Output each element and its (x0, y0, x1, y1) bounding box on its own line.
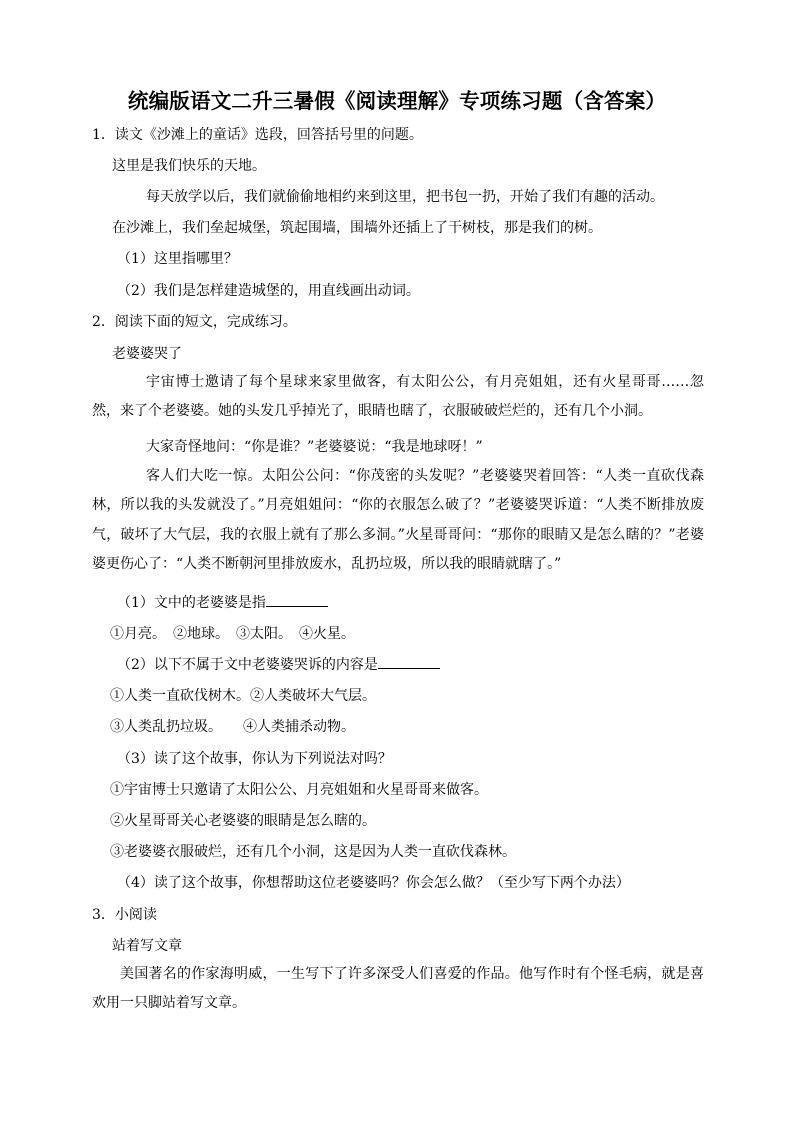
q1-subquestion-2: （2）我们是怎样建造城堡的，用直线画出动词。 (117, 283, 420, 299)
answer-blank[interactable] (266, 592, 328, 607)
q2-paragraph-2: 大家奇怪地问：“你是谁？”老婆婆说：“我是地球呀！” (146, 439, 483, 455)
answer-blank[interactable] (378, 654, 440, 669)
q2-subquestion-1-text: （1）文中的老婆婆是指 (117, 595, 266, 611)
q2-subquestion-2 (117, 654, 440, 674)
q1-passage-line1: 这里是我们快乐的天地。 (112, 158, 266, 174)
q2-subquestion-4: （4）读了这个故事，你想帮助这位老婆婆吗？你会怎么做？（至少写下两个办法） (117, 875, 630, 891)
q2-subquestion-1-options: ①月亮。 ②地球。 ③太阳。 ④火星。 (110, 626, 355, 642)
q2-story-title: 老婆婆哭了 (112, 346, 182, 362)
q2-subquestion-2-options-b: ③人类乱扔垃圾。 ④人类捕杀动物。 (110, 719, 355, 735)
q2-subquestion-3-item1: ①宇宙博士只邀请了太阳公公、月亮姐姐和火星哥哥来做客。 (110, 782, 488, 798)
q1-passage-line3: 在沙滩上，我们垒起城堡，筑起围墙，围墙外还插上了干树枝，那是我们的树。 (112, 220, 602, 236)
q3-heading: 3．小阅读 (92, 907, 157, 923)
q2-subquestion-3: （3）读了这个故事，你认为下列说法对吗？ (117, 751, 392, 767)
q2-paragraph-1: 宇宙博士邀请了每个星球来家里做客，有太阳公公，有月亮姐姐，还有火星哥哥……忽然，来了个老婆婆。她的头发几乎掉光了，眼睛也瞎了，衣服破破烂烂的，还有几个小洞。 (92, 374, 704, 420)
q2-subquestion-2-options-a: ①人类一直砍伐树木。②人类破坏大气层。 (110, 688, 376, 704)
document-title: 统编版语文二升三暑假《阅读理解》专项练习题（含答案） (127, 89, 667, 113)
q2-subquestion-3-item3: ③老婆婆衣服破烂，还有几个小洞，这是因为人类一直砍伐森林。 (110, 844, 516, 860)
q3-paragraph-1: 美国著名的作家海明威，一生写下了许多深受人们喜爱的作品。他写作时有个怪毛病，就是喜欢用一只脚站着写文章。 (92, 966, 704, 1012)
q1-heading: 1．读文《沙滩上的童话》选段，回答括号里的问题。 (92, 127, 423, 143)
q3-story-title: 站着写文章 (112, 938, 182, 954)
q2-paragraph-3: 客人们大吃一惊。太阳公公问：“你茂密的头发呢？”老婆婆哭着回答：“人类一直砍伐森林，所以我的头发就没了。”月亮姐姐问：“你的衣服怎么破了？”老婆婆哭诉道：“人类不断排放废气，破坏了大气层，我的衣服上就有了那么多洞。”火星哥哥问：“那你的眼睛又是怎么瞎的？”老婆婆更伤心了：“人类不断朝河里排放废水，乱扔垃圾，所以我的眼睛就瞎了。” (92, 468, 704, 572)
q2-subquestion-2-text: （2）以下不属于文中老婆婆哭诉的内容是 (117, 657, 378, 673)
q1-passage-line2: 每天放学以后，我们就偷偷地相约来到这里，把书包一扔，开始了我们有趣的活动。 (146, 189, 664, 205)
q1-subquestion-1: （1）这里指哪里？ (117, 251, 238, 267)
q2-heading: 2．阅读下面的短文，完成练习。 (92, 314, 297, 330)
q2-subquestion-1 (117, 592, 328, 612)
q2-subquestion-3-item2: ②火星哥哥关心老婆婆的眼睛是怎么瞎的。 (110, 813, 376, 829)
